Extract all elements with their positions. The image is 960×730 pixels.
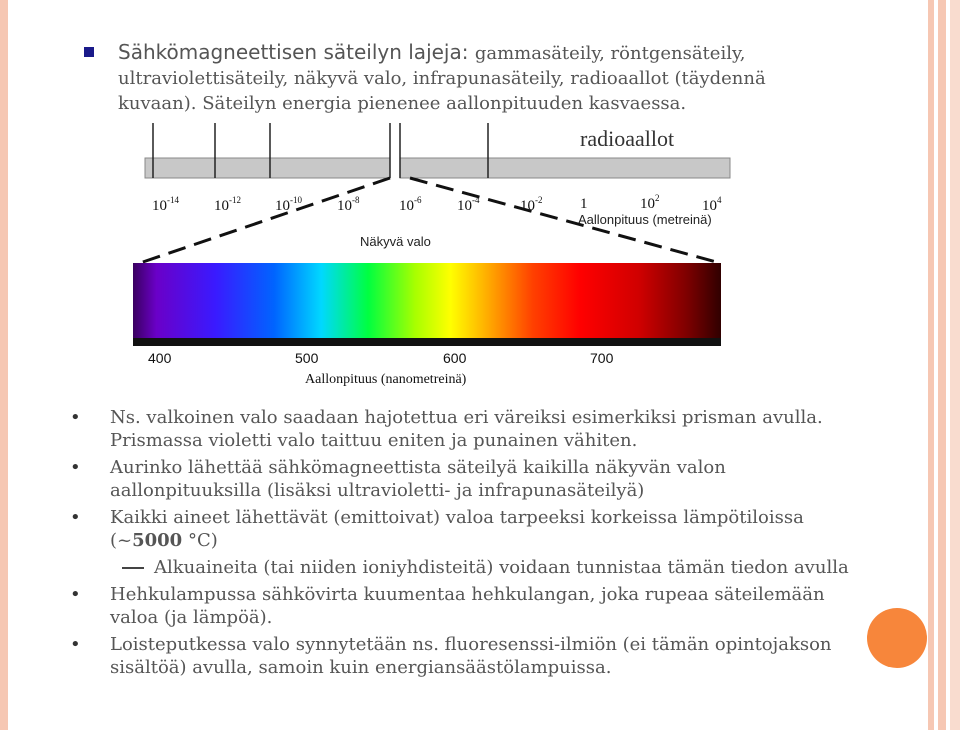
visible-light-label: Näkyvä valo [360,234,431,249]
nm-tick: 700 [590,350,614,366]
sub-list-item [70,556,870,579]
wl-tick: $10^{-14}$ [152,195,179,214]
square-bullet-icon [84,47,94,57]
intro-text [118,40,844,116]
bullet-icon: • [70,457,81,478]
bullet-icon: • [70,584,81,605]
wl-tick: $10^2$ [640,193,660,212]
dash-bullet-icon [122,567,144,569]
wl-tick: $10^4$ [702,195,722,214]
spectrum-bar-left [145,158,390,178]
nm-axis-bar [133,338,721,346]
nm-axis-label: Aallonpituus (nanometreinä) [305,372,467,387]
temperature-value: 5000 [132,530,183,551]
left-border-stripe [0,0,8,730]
wavelength-ticks [152,193,722,214]
nm-tick: 600 [443,350,467,366]
list-item [70,506,870,552]
wl-tick: $10^{-12}$ [214,195,241,214]
list-item [70,633,870,679]
intro-paragraph [84,40,844,116]
bullet-icon: • [70,407,81,428]
list-item-text: Ns. valkoinen valo saadaan hajotettua eri väreiksi esimerkiksi prisman avulla. Prismassa violetti valo taittuu eniten ja punainen vähiten. [110,407,823,451]
wl-tick: 1 [580,196,588,212]
intro-lead: Sähkömagneettisen säteilyn lajeja: [118,40,475,64]
wl-tick: $10^{-8}$ [337,195,360,214]
right-border-decoration [928,0,960,730]
bullet-icon: • [70,507,81,528]
spectrum-bar-right [400,158,730,178]
wl-tick: $10^{-10}$ [275,195,302,214]
visible-spectrum-band [133,263,721,338]
bullet-icon: • [70,634,81,655]
list-item-text: Aurinko lähettää sähkömagneettista säteilyä kaikilla näkyvän valon aallonpituuksilla (lisäksi ultravioletti- ja infrapunasäteilyä) [110,457,726,501]
radiowave-label: radioaallot [580,126,675,151]
nm-tick: 500 [295,350,319,366]
zoom-line-left [140,178,390,263]
list-item [70,583,870,629]
wavelength-axis-label: Aallonpituus (metreinä) [578,212,712,227]
nm-ticks [148,350,614,366]
border-stripe-3 [950,0,960,730]
list-item [70,456,870,502]
border-stripe-2 [938,0,946,730]
sub-list-item-text: Alkuaineita (tai niiden ioniyhdisteitä) voidaan tunnistaa tämän tiedon avulla [154,557,849,578]
decorative-orange-circle [867,608,927,668]
border-stripe-1 [928,0,934,730]
em-spectrum-diagram [120,118,740,393]
wl-tick: $10^{-6}$ [399,195,422,214]
nm-tick: 400 [148,350,172,366]
list-item-text: Kaikki aineet lähettävät (emittoivat) valoa tarpeeksi korkeissa lämpötiloissa (~5000 °C) [110,507,804,551]
wl-tick: $10^{-4}$ [457,195,480,214]
list-item-text: Loisteputkessa valo synnytetään ns. fluoresenssi-ilmiön (ei tämän opintojakson sisältöä) avulla, samoin kuin energiansäästölampuissa. [110,634,832,678]
wl-tick: $10^{-2}$ [520,195,543,214]
list-item-text: Hehkulampussa sähkövirta kuumentaa hehkulangan, joka rupeaa säteilemään valoa (ja lämpöä). [110,584,825,628]
intro-rest: gammasäteily, röntgensäteily, ultraviolettisäteily, näkyvä valo, infrapunasäteily, radioaallot (täydennä kuvaan). Säteilyn energia pienenee aallonpituuden kasvaessa. [118,43,766,114]
list-item [70,406,870,452]
bullet-list [70,406,870,683]
